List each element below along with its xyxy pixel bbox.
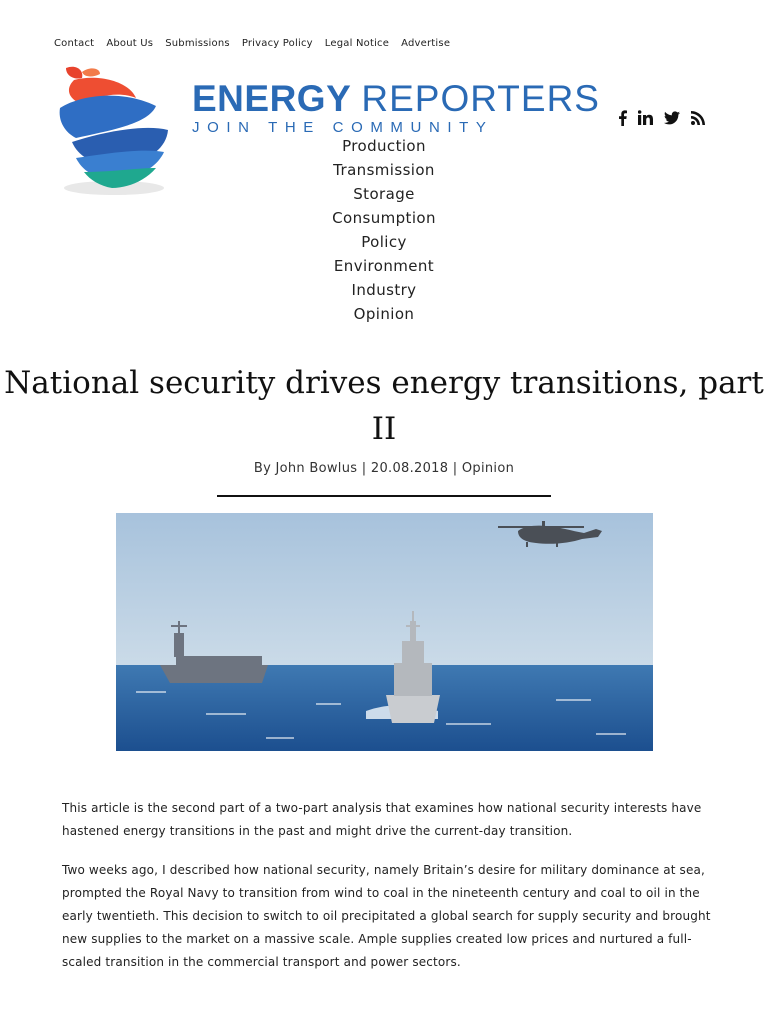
category-link-production[interactable]: Production: [342, 137, 426, 155]
twitter-icon[interactable]: [664, 110, 680, 126]
brand-name: [192, 80, 600, 118]
hero-image: [116, 513, 653, 751]
nav-link-about-us[interactable]: About Us: [106, 38, 154, 49]
category-link-industry[interactable]: Industry: [351, 281, 417, 299]
category-link-environment[interactable]: Environment: [333, 257, 435, 275]
nav-link-legal-notice[interactable]: Legal Notice: [324, 38, 390, 49]
nav-link-submissions[interactable]: Submissions: [165, 38, 230, 49]
rss-icon[interactable]: [691, 110, 705, 126]
linkedin-icon[interactable]: [638, 110, 653, 126]
nav-link-contact[interactable]: Contact: [54, 38, 95, 49]
brand-tagline: JOIN THE COMMUNITY: [192, 119, 494, 136]
brand-wordmark[interactable]: [192, 80, 600, 136]
article-title: National security drives energy transitions, part II: [4, 365, 764, 447]
article-paragraph: Two weeks ago, I described how national security, namely Britain’s desire for military dominance at sea, prompted the Royal Navy to transition from wind to coal in the nineteenth century and coal to oil in the early twentieth. This decision to switch to oil precipitated a global search for supply security and brought new supplies to the market on a massive scale. Ample supplies created low prices and nurtured a full-scaled transition in the commercial transport and power sectors.: [62, 863, 711, 969]
category-link-opinion[interactable]: Opinion: [353, 305, 415, 323]
brand-name-bold: ENERGY: [192, 78, 351, 119]
article-author[interactable]: By John Bowlus: [253, 461, 358, 476]
article-body: [62, 797, 712, 990]
nav-link-privacy-policy[interactable]: Privacy Policy: [241, 38, 313, 49]
facebook-icon[interactable]: [618, 110, 627, 126]
article-date: | 20.08.2018: [361, 461, 449, 476]
article-category[interactable]: | Opinion: [452, 461, 515, 476]
nav-link-advertise[interactable]: Advertise: [401, 38, 451, 49]
category-link-policy[interactable]: Policy: [361, 233, 407, 251]
category-link-transmission[interactable]: Transmission: [333, 161, 435, 179]
brand-name-light: REPORTERS: [361, 78, 600, 119]
title-divider: [217, 495, 551, 497]
social-links: [618, 110, 705, 126]
article-paragraph: This article is the second part of a two-part analysis that examines how national security interests have hastened energy transitions in the past and might drive the current-day transition.: [62, 801, 702, 838]
category-link-consumption[interactable]: Consumption: [332, 209, 436, 227]
category-link-storage[interactable]: Storage: [353, 185, 415, 203]
category-nav: [0, 134, 768, 326]
article-byline: [0, 461, 768, 476]
top-nav: [54, 38, 450, 49]
